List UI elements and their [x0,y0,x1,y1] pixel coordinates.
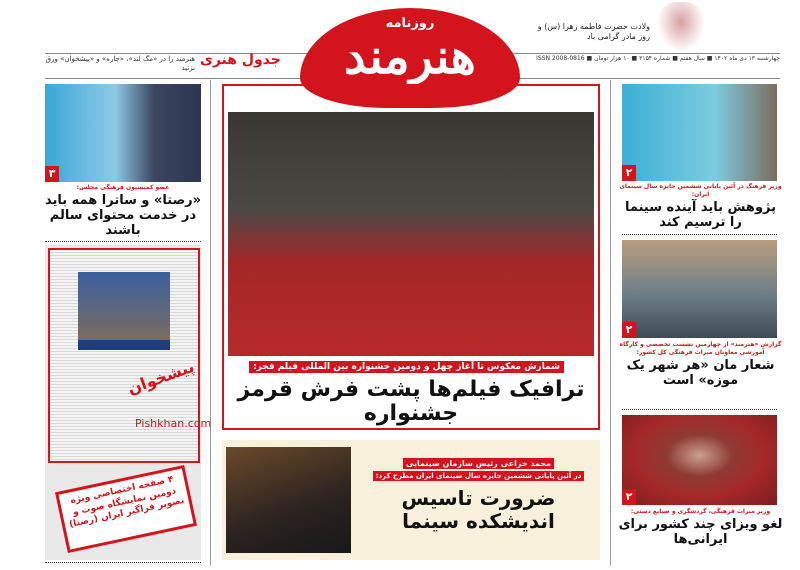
supplement-stamp: ۴ صفحه اختصاصی ویژه دومین نمایشگاه صوت و تصویر فراگیر ایران (رصتا) [55,465,197,553]
right-story-3 [618,508,783,548]
right-kicker-2: گزارش «هنرمند» از چهارمین نشست تخصصی و کارگاه آموزشی معاونان میراث فرهنگی کل کشور: [619,341,782,356]
photo-minister [622,415,777,505]
right-headline-1[interactable]: پژوهش باید آینده سینما را ترسیم کند [625,199,776,230]
page-number: ۲ [622,322,636,338]
portrait-sketch [657,2,705,52]
separator [622,409,777,410]
right-kicker-3: وزیر میراث فرهنگی، گردشگری و صنایع دستی: [630,508,771,515]
crossword-label[interactable]: جدول هنری [200,52,281,68]
left-headline[interactable]: «رصتا» و ساترا همه باید در خدمت محتوای سالم باشند [44,192,202,238]
watermark: پیشخوان [124,356,197,399]
right-kicker-1: وزیر فرهنگ در آئین پایانی ششمین جایزه سال سینمای ایران: [619,183,782,198]
watermark-url: Pishkhan.com [135,417,212,430]
occasion-note: ولادت حضرت فاطمه زهرا (س) و روز مادر گرامی باد [537,22,650,42]
issue-line: چهارشنبه ۱۳ دی ماه ۱۴۰۲ ■ سال هفتم ■ شماره ۳۱۵۴ ■ ۱۰ هزار تومان ■ ISSN 2008-0816 [536,55,780,62]
read-online-note: هنرمند را در «مگ لند»، «جاره» و «پیشخوان» ورق بزنید [45,55,195,73]
right-story-1 [618,183,783,230]
main-headline[interactable]: ترافیک فیلم‌ها پشت فرش قرمز جشنواره [237,377,585,427]
separator [45,241,201,242]
main-photo-red-carpet [228,112,594,356]
logo-small: روزنامه [385,16,435,31]
left-kicker: عضو کمیسیون فرهنگی مجلس: [76,184,170,191]
bottom-kicker-2: در آئین پایانی ششمین جایزه سال سینمای ایران مطرح کرد: [373,471,585,481]
column-divider [610,80,611,565]
bottom-story-text [361,458,596,533]
right-headline-3[interactable]: لغو ویزای چند کشور برای ایرانی‌ها [618,516,783,547]
photo-award-ceremony [622,84,777,181]
right-story-2 [618,341,783,388]
bottom-kicker-1: محمد خزاعی رئیس سازمان سینمایی [403,458,554,469]
logo-main: هنرمند [344,29,476,85]
photo-speaker [226,447,351,553]
separator [45,562,201,563]
page-number: ۲ [622,165,636,181]
page-number: ۳ [45,166,59,182]
photo-mp [45,84,201,182]
bottom-headline: ضرورت تاسیس اندیشکده سینما [401,486,556,533]
left-story [42,184,204,239]
column-divider [210,80,211,565]
main-kicker: شمارش معکوس تا آغاز چهل و دومین جشنواره بین المللی فیلم فجر: [249,361,564,373]
supplement-page-thumbnail [48,248,200,463]
photo-meeting [622,240,777,338]
page-number: ۲ [622,489,636,505]
right-headline-2[interactable]: شعار مان «هر شهر یک موزه» است [626,357,775,388]
separator [622,234,777,235]
